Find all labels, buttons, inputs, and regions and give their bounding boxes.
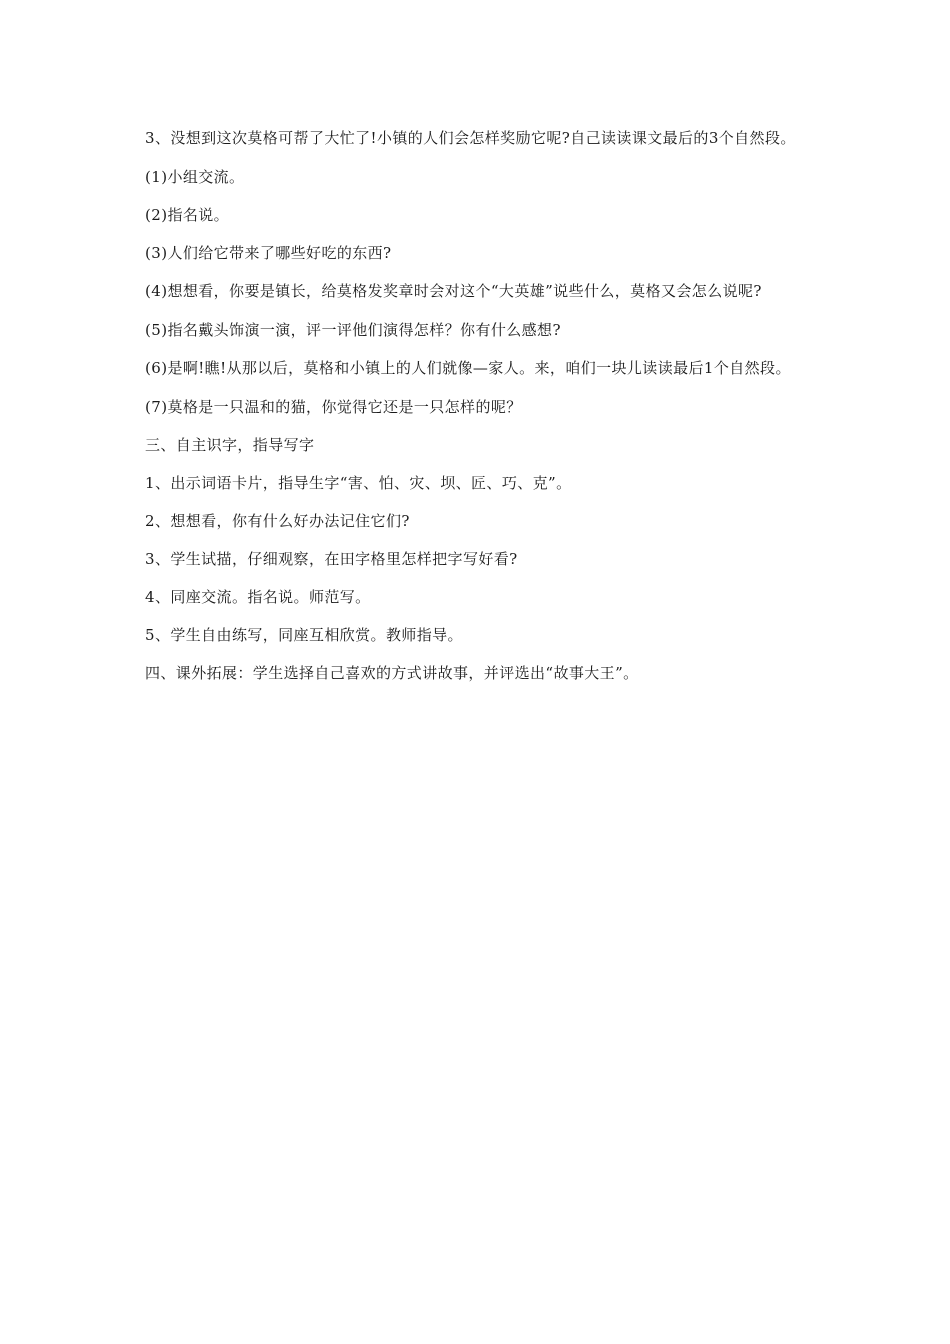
paragraph-12: 3、学生试描，仔细观察，在田字格里怎样把字写好看? bbox=[145, 550, 518, 568]
paragraph-6: (5)指名戴头饰演一演，评一评他们演得怎样？你有什么感想? bbox=[145, 321, 561, 339]
paragraph-11: 2、想想看，你有什么好办法记住它们? bbox=[145, 512, 410, 530]
paragraph-5: (4)想想看，你要是镇长，给莫格发奖章时会对这个“大英雄”说些什么，莫格又会怎么说呢? bbox=[145, 282, 762, 300]
document-body bbox=[145, 124, 810, 697]
paragraph-4: (3)人们给它带来了哪些好吃的东西? bbox=[145, 244, 392, 262]
paragraph-2: (1)小组交流。 bbox=[145, 168, 245, 186]
section-heading-4: 四、课外拓展：学生选择自己喜欢的方式讲故事，并评选出“故事大王”。 bbox=[145, 664, 639, 682]
paragraph-1: 3、没想到这次莫格可帮了大忙了!小镇的人们会怎样奖励它呢?自己读读课文最后的3个自然段。 bbox=[145, 129, 796, 147]
paragraph-13: 4、同座交流。指名说。师范写。 bbox=[145, 588, 371, 606]
paragraph-3: (2)指名说。 bbox=[145, 206, 230, 224]
paragraph-14: 5、学生自由练写，同座互相欣赏。教师指导。 bbox=[145, 626, 463, 644]
paragraph-7: (6)是啊!瞧!从那以后，莫格和小镇上的人们就像—家人。来，咱们一块儿读读最后1个自然段。 bbox=[145, 359, 791, 377]
section-heading-3: 三、自主识字，指导写字 bbox=[145, 436, 315, 454]
paragraph-10: 1、出示词语卡片，指导生字“害、怕、灾、坝、匠、巧、克”。 bbox=[145, 474, 572, 492]
paragraph-8: (7)莫格是一只温和的猫，你觉得它还是一只怎样的呢？ bbox=[145, 398, 522, 416]
